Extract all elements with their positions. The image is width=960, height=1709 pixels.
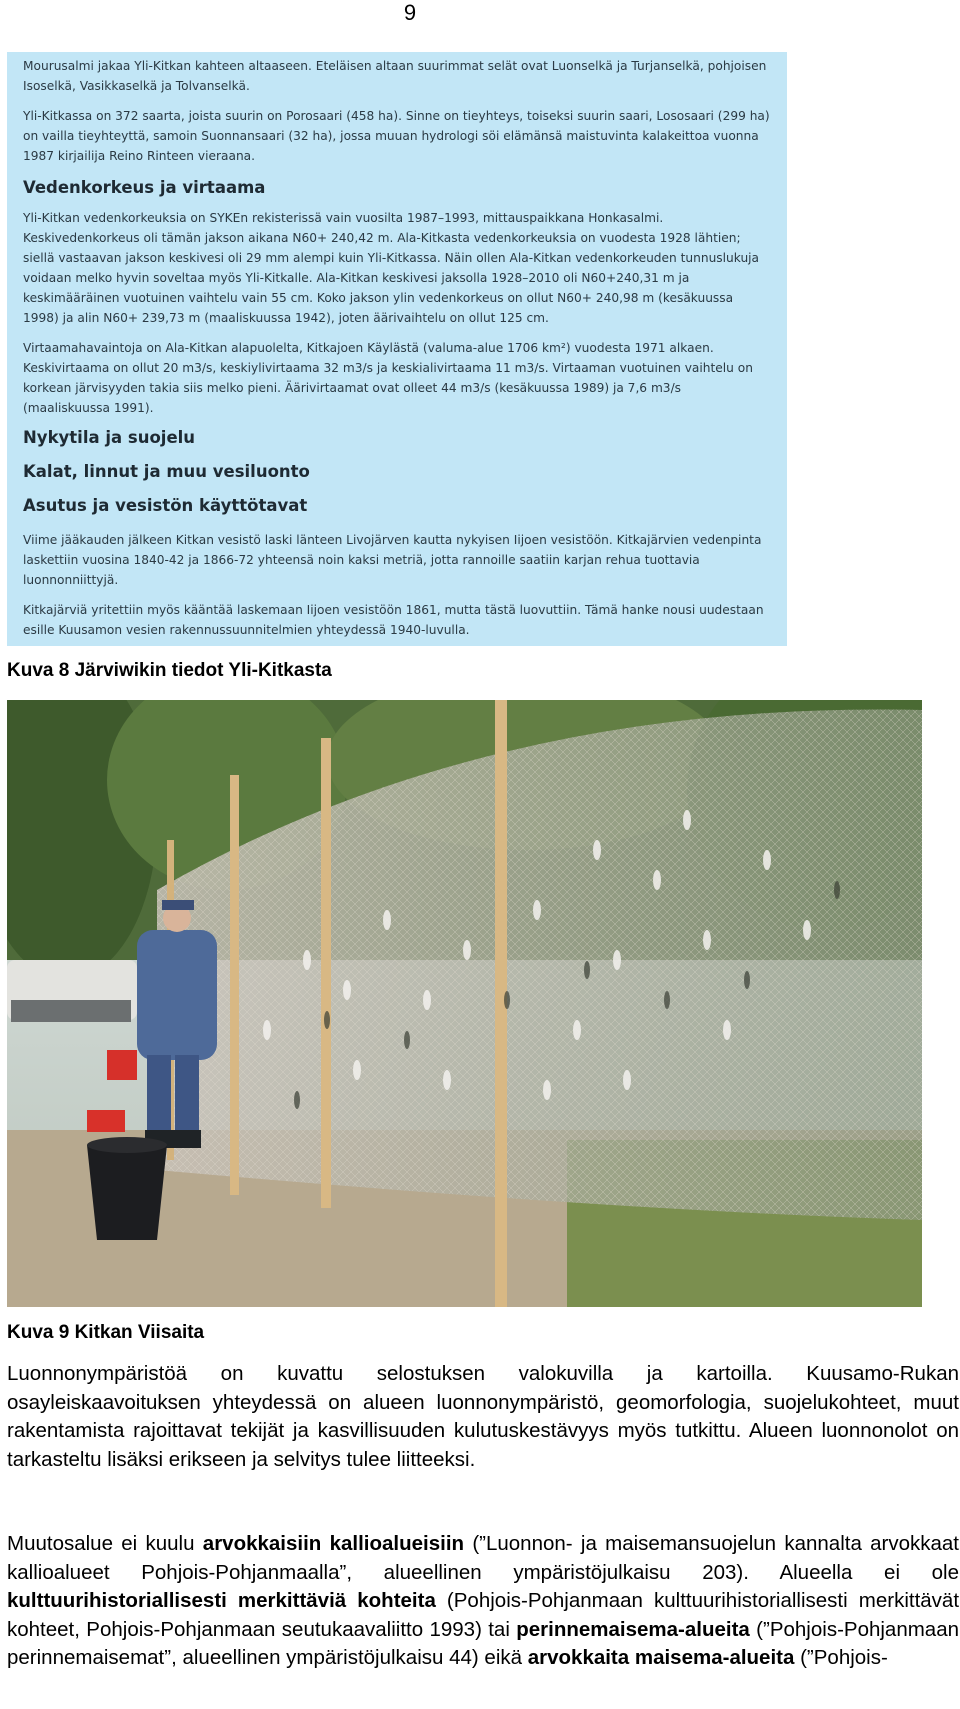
body-paragraph-2 [7,1530,959,1673]
figure-caption-8: Kuva 8 Järviwikin tiedot Yli-Kitkasta [7,660,332,681]
text-run: (”Pohjois-Pohjanmaan perinnemaisemat”, alueellinen ympäristöjulkaisu 44) eikä [7,1617,960,1669]
bold-term: arvokkaita maisema-alueita [527,1646,795,1669]
wiki-heading: Kalat, linnut ja muu vesiluonto [23,462,310,481]
jarviwiki-screenshot [7,52,787,646]
fish-net-photo [7,700,922,1307]
page-number: 9 [403,0,417,25]
wiki-heading: Asutus ja vesistön käyttötavat [23,496,308,515]
wiki-heading: Nykytila ja suojelu [23,428,196,447]
text-run: (”Luonnon- ja maisemansuojelun kannalta arvokkaat kallioalueet Pohjois-Pohjanmaalla”, alueellinen ympäristöjulkaisu 203). Alueella ei ole [7,1532,960,1584]
wiki-paragraph: Mourusalmi jakaa Yli-Kitkan kahteen altaaseen. Eteläisen altaan suurimmat selät ovat Luonselkä ja Turjanselkä, pohjoisen Isoselkä, Vasikkaselkä ja Tolvanselkä. [23,59,767,93]
figure-caption-9: Kuva 9 Kitkan Viisaita [7,1322,205,1343]
wiki-paragraph: Viime jääkauden jälkeen Kitkan vesistö laski länteen Livojärven kautta nykyisen Iijoen vesistöön. Kitkajärvien vedenpinta laskettiin vuosina 1840-42 ja 1866-72 yhteensä noin kaksi metriä, jotta rannoille saatiin karjan rehua tuottavia luonnonniittyjä. [23,533,762,587]
wiki-paragraph: Yli-Kitkan vedenkorkeuksia on SYKEn rekisterissä vain vuosilta 1987–1993, mittauspaikkana Honkasalmi. Keskivedenkorkeus oli tämän jakson aikana N60+ 240,42 m. Ala-Kitkasta vedenkorkeuksia on vuodesta 1928 lähtien; siellä vastaavan jakson keskivesi oli 29 mm alempi kuin Yli-Kitkassa. Näin ollen Ala-Kitkan vedenkorkeuden tunnuslukuja voidaan melko hyvin soveltaa myös Yli-Kitkalle. Ala-Kitkan keskivesi jaksolla 1928–2010 oli N60+240,31 m ja keskimääräinen vuotuinen vaihtelu vain 55 cm. Koko jakson ylin vedenkorkeus on ollut N60+ 240,98 m (kesäkuussa 1998) ja alin N60+ 239,73 m (maaliskuussa 1942), joten äärivaihtelu on ollut 125 cm. [23,211,760,325]
wiki-paragraph: Kitkajärviä yritettiin myös kääntää laskemaan Iijoen vesistöön 1861, mutta tästä luovuttiin. Tämä hanke nousi uudestaan esille Kuusamon vesien rakennussuunnitelmien yhteydessä 1940-luvulla. [23,603,764,637]
wiki-paragraph: Yli-Kitkassa on 372 saarta, joista suurin on Porosaari (458 ha). Sinne on tieyhteys, toiseksi suurin saari, Lososaari (299 ha) on vailla tieyhteyttä, samoin Suonnansaari (32 ha), jossa muuan hydrologi söi elämänsä maistuvinta kalakeittoa vuonna 1987 kirjailija Reino Rinteen vieraana. [23,109,770,163]
text-run: Muutosalue ei kuulu [7,1532,203,1555]
body-paragraph: Luonnonympäristöä on kuvattu selostuksen valokuvilla ja kartoilla. Kuusamo-Rukan osayleiskaavoituksen yhteydessä on alueen luonnonympäristö, geomorfologia, suojelukohteet, muut rakentamista rajoittavat tekijät ja kasvillisuuden kulutuskestävyys myös tutkittu. Alueen luonnonolot on tarkasteltu lisäksi erikseen ja selvitys tulee liitteeksi. [7,1362,959,1471]
wiki-paragraph: Virtaamahavaintoja on Ala-Kitkan alapuolelta, Kitkajoen Käylästä (valuma-alue 1706 km²) vuodesta 1971 alkaen. Keskivirtaama on ollut 20 m3/s, keskiylivirtaama 32 m3/s ja keskialivirtaama 11 m3/s. Virtaaman vuotuinen vaihtelu on korkean järvisyyden takia siis melko pieni. Äärivirtaamat ovat olleet 44 m3/s (kesäkuussa 1989) ja 7,6 m3/s (maaliskuussa 1991). [23,341,753,415]
wiki-heading: Vedenkorkeus ja virtaama [23,178,266,197]
bold-term: perinnemaisema-alueita [516,1617,750,1641]
bold-term: arvokkaisiin kallioalueisiin [202,1532,465,1555]
text-run: (”Pohjois- [794,1646,888,1669]
text-run: (Pohjois-Pohjanmaan kulttuurihistoriallisesti merkittävät kohteet, Pohjois-Pohjanmaan seutukaavaliitto 1993) tai [7,1589,960,1641]
bold-term: kulttuurihistoriallisesti merkittäviä kohteita [7,1589,436,1612]
